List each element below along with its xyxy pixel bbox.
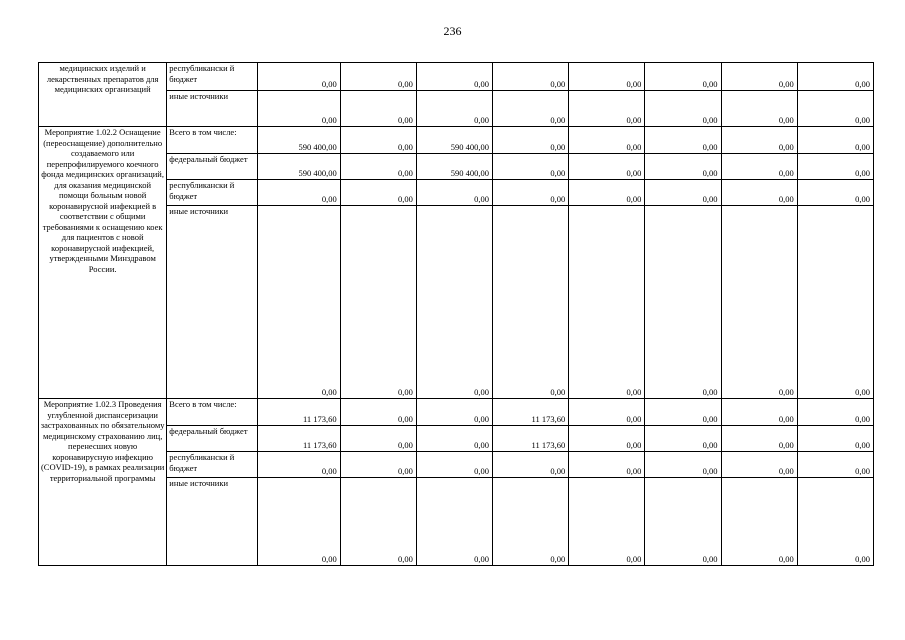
value-cell: 0,00 [493, 127, 569, 154]
table-row [39, 127, 874, 154]
funding-source-cell: федеральный бюджет [167, 426, 257, 452]
value-cell: 0,00 [797, 91, 873, 127]
value-cell: 0,00 [257, 206, 340, 399]
value-cell: 0,00 [645, 63, 721, 91]
value-cell: 0,00 [493, 206, 569, 399]
value-cell: 0,00 [721, 154, 797, 180]
value-cell: 0,00 [797, 127, 873, 154]
value-cell: 0,00 [569, 91, 645, 127]
value-cell: 0,00 [797, 399, 873, 426]
value-cell: 0,00 [416, 180, 492, 206]
value-cell: 0,00 [257, 452, 340, 478]
value-cell: 0,00 [721, 426, 797, 452]
activity-name-cell: медицинских изделий и лекарственных препаратов для медицинских организаций [39, 63, 167, 127]
value-cell: 0,00 [721, 91, 797, 127]
value-cell: 0,00 [493, 478, 569, 566]
value-cell: 0,00 [340, 426, 416, 452]
value-cell: 0,00 [416, 399, 492, 426]
value-cell: 0,00 [569, 63, 645, 91]
value-cell: 0,00 [645, 180, 721, 206]
funding-source-cell: республикански й бюджет [167, 63, 257, 91]
value-cell: 0,00 [569, 478, 645, 566]
value-cell: 0,00 [797, 180, 873, 206]
value-cell: 0,00 [721, 478, 797, 566]
value-cell: 0,00 [257, 91, 340, 127]
activity-name-cell: Мероприятие 1.02.2 Оснащение (переоснащение) дополнительно создаваемого или перепрофилируемого коечного фонда медицинских организаций, для оказания медицинской помощи больным новой коронавирусной инфекцией в соответствии с общими требованиями к оснащению коек для пациентов с новой коронавирусной инфекцией, утвержденными Минздравом России. [39, 127, 167, 399]
value-cell: 0,00 [340, 180, 416, 206]
value-cell: 0,00 [645, 206, 721, 399]
funding-source-cell: Всего в том числе: [167, 127, 257, 154]
funding-source-cell: иные источники [167, 206, 257, 399]
activity-name-cell: Мероприятие 1.02.3 Проведения углубленной диспансеризации застрахованных по обязательному медицинскому страхованию лиц, перенесших новую коронавирусную инфекцию (COVID-19), в рамках реализации территориальной программы [39, 399, 167, 566]
funding-source-cell: республикански й бюджет [167, 452, 257, 478]
value-cell: 0,00 [257, 63, 340, 91]
value-cell: 0,00 [493, 91, 569, 127]
value-cell: 0,00 [340, 63, 416, 91]
value-cell: 0,00 [721, 63, 797, 91]
value-cell: 0,00 [493, 63, 569, 91]
value-cell: 0,00 [645, 478, 721, 566]
value-cell: 0,00 [257, 180, 340, 206]
value-cell: 0,00 [569, 399, 645, 426]
page-number: 236 [443, 24, 462, 38]
value-cell: 0,00 [797, 206, 873, 399]
value-cell: 11 173,60 [257, 426, 340, 452]
value-cell: 0,00 [257, 478, 340, 566]
funding-source-cell: иные источники [167, 91, 257, 127]
value-cell: 590 400,00 [416, 127, 492, 154]
table-row [39, 63, 874, 91]
value-cell: 0,00 [797, 63, 873, 91]
funding-source-cell: республикански й бюджет [167, 180, 257, 206]
value-cell: 0,00 [340, 399, 416, 426]
value-cell: 0,00 [569, 452, 645, 478]
value-cell: 0,00 [493, 154, 569, 180]
value-cell: 0,00 [797, 478, 873, 566]
value-cell: 11 173,60 [493, 399, 569, 426]
value-cell: 0,00 [569, 127, 645, 154]
value-cell: 0,00 [493, 180, 569, 206]
value-cell: 0,00 [721, 127, 797, 154]
value-cell: 0,00 [645, 452, 721, 478]
value-cell: 0,00 [416, 452, 492, 478]
value-cell: 0,00 [493, 452, 569, 478]
value-cell: 0,00 [721, 399, 797, 426]
value-cell: 0,00 [569, 154, 645, 180]
table-row [39, 399, 874, 426]
value-cell: 0,00 [797, 426, 873, 452]
value-cell: 0,00 [645, 399, 721, 426]
value-cell: 0,00 [340, 206, 416, 399]
value-cell: 0,00 [721, 206, 797, 399]
value-cell: 0,00 [416, 478, 492, 566]
value-cell: 0,00 [797, 452, 873, 478]
value-cell: 0,00 [340, 478, 416, 566]
value-cell: 0,00 [645, 91, 721, 127]
value-cell: 0,00 [721, 452, 797, 478]
value-cell: 0,00 [340, 154, 416, 180]
funding-source-cell: Всего в том числе: [167, 399, 257, 426]
value-cell: 0,00 [416, 91, 492, 127]
value-cell: 0,00 [340, 127, 416, 154]
value-cell: 0,00 [797, 154, 873, 180]
value-cell: 0,00 [645, 127, 721, 154]
value-cell: 0,00 [416, 426, 492, 452]
value-cell: 0,00 [645, 154, 721, 180]
funding-source-cell: иные источники [167, 478, 257, 566]
value-cell: 0,00 [721, 180, 797, 206]
value-cell: 0,00 [416, 206, 492, 399]
value-cell: 590 400,00 [257, 127, 340, 154]
value-cell: 0,00 [340, 452, 416, 478]
value-cell: 0,00 [416, 63, 492, 91]
funding-table [38, 62, 874, 566]
value-cell: 0,00 [569, 180, 645, 206]
value-cell: 0,00 [569, 426, 645, 452]
value-cell: 0,00 [569, 206, 645, 399]
value-cell: 0,00 [645, 426, 721, 452]
value-cell: 590 400,00 [257, 154, 340, 180]
value-cell: 590 400,00 [416, 154, 492, 180]
value-cell: 0,00 [340, 91, 416, 127]
value-cell: 11 173,60 [257, 399, 340, 426]
funding-source-cell: федеральный бюджет [167, 154, 257, 180]
value-cell: 11 173,60 [493, 426, 569, 452]
